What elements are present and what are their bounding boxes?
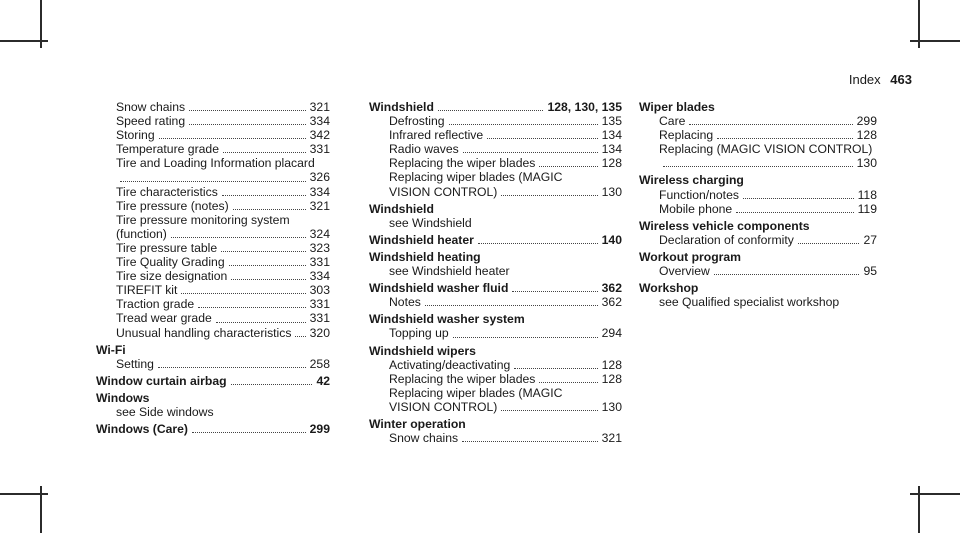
page-reference: 135 (601, 114, 622, 129)
entry-row (389, 372, 622, 386)
entry-text: Traction grade (116, 297, 195, 312)
index-subentry (369, 142, 622, 156)
index-subentry (369, 216, 622, 230)
index-entry (369, 417, 622, 431)
index-subentry (96, 297, 330, 311)
index-entry (369, 250, 622, 264)
entry-row (116, 269, 330, 283)
page-reference: 128, 130, 135 (547, 100, 622, 114)
page-reference: 334 (309, 184, 330, 199)
dot-leader (743, 198, 854, 199)
dot-leader (449, 124, 598, 125)
entry-row (389, 400, 622, 414)
entry-text: Care (659, 114, 686, 129)
entry-text: Tread wear grade (116, 311, 212, 326)
index-entry (96, 391, 330, 405)
entry-text: Windows (96, 390, 150, 405)
index-subentry (369, 326, 622, 340)
entry-text: Windshield heater (369, 232, 474, 247)
dot-leader (120, 181, 306, 182)
entry-text: Tire size designation (116, 269, 228, 284)
entry-row (116, 283, 330, 297)
entry-text: Workshop (639, 281, 699, 296)
entry-text: Topping up (389, 326, 449, 341)
page-reference: 119 (857, 201, 877, 216)
entry-text: Windshield (369, 201, 434, 216)
index-subentry (96, 255, 330, 269)
page-reference: 140 (601, 232, 622, 247)
dot-leader (438, 110, 544, 111)
page-reference: 323 (309, 240, 330, 255)
dot-leader (221, 251, 306, 252)
index-entry (639, 219, 877, 233)
dot-leader (231, 384, 313, 385)
entry-text: Storing (116, 128, 155, 143)
index-entry (639, 281, 877, 295)
dot-leader (216, 322, 306, 323)
index-subentry (96, 213, 330, 241)
dot-leader (229, 265, 306, 266)
entry-row (389, 114, 622, 128)
entry-row (389, 326, 622, 340)
entry-row (116, 170, 330, 184)
index-subentry (369, 372, 622, 386)
entry-row (659, 188, 877, 202)
index-entry (369, 344, 622, 358)
entry-text: Wi-Fi (96, 342, 126, 357)
page-reference: 134 (601, 142, 622, 157)
index-subentry (369, 128, 622, 142)
entry-text: Windshield (369, 100, 434, 114)
entry-row (96, 422, 330, 436)
page-reference: 326 (309, 170, 330, 185)
page-reference: 331 (309, 142, 330, 157)
index-subentry (369, 170, 622, 198)
entry-text: Unusual handling characteristics (116, 325, 292, 340)
entry-text: Wiper blades (639, 100, 715, 114)
index-subentry (369, 295, 622, 309)
index-subentry (96, 128, 330, 142)
dot-leader (222, 195, 306, 196)
page-reference: 342 (309, 128, 330, 143)
index-subentry (96, 156, 330, 184)
crop-mark (0, 493, 48, 495)
entry-text-line: Replacing wiper blades (MAGIC (389, 385, 563, 400)
page-reference: 320 (309, 325, 330, 340)
dot-leader (425, 305, 598, 306)
dot-leader (717, 138, 852, 139)
index-subentry (639, 128, 877, 142)
entry-row (659, 233, 877, 247)
page-reference: 334 (309, 269, 330, 284)
page-reference: 258 (309, 356, 330, 371)
index-subentry (369, 264, 622, 278)
index-entry (96, 374, 330, 388)
page-header (849, 72, 912, 87)
crop-mark (910, 40, 960, 42)
entry-text: Snow chains (116, 100, 186, 114)
page-reference: 321 (309, 100, 330, 114)
page-reference: 331 (309, 297, 330, 312)
dot-leader (487, 138, 598, 139)
index-entry (639, 100, 877, 114)
page-reference: 303 (309, 283, 330, 298)
index-subentry (96, 100, 330, 114)
entry-text: VISION CONTROL) (389, 399, 498, 414)
index-subentry (96, 114, 330, 128)
entry-text: see Side windows (116, 404, 214, 419)
index-subentry (639, 295, 877, 309)
page-reference: 128 (601, 371, 622, 386)
entry-text: Windshield washer system (369, 312, 525, 327)
index-subentry (96, 283, 330, 297)
page-reference: 27 (863, 232, 877, 247)
dot-leader (478, 243, 598, 244)
page-reference: 118 (857, 187, 877, 202)
dot-leader (512, 291, 597, 292)
index-column-3 (639, 100, 877, 309)
entry-text: Replacing the wiper blades (389, 156, 536, 171)
entry-row (389, 142, 622, 156)
dot-leader (736, 212, 853, 213)
page-reference: 134 (601, 128, 622, 143)
entry-text: Speed rating (116, 114, 186, 129)
page-reference: 130 (856, 156, 877, 171)
dot-leader (192, 432, 306, 433)
entry-row (659, 264, 877, 278)
entry-text: Overview (659, 264, 710, 279)
index-subentry (369, 156, 622, 170)
index-entry (639, 250, 877, 264)
entry-text: TIREFIT kit (116, 283, 178, 298)
entry-text: Winter operation (369, 416, 466, 431)
entry-row (116, 128, 330, 142)
entry-row (116, 297, 330, 311)
entry-text: Radio waves (389, 142, 459, 157)
entry-text: Tire pressure (notes) (116, 198, 229, 213)
dot-leader (463, 152, 598, 153)
entry-text-line: Replacing wiper blades (MAGIC (389, 170, 563, 185)
entry-text: VISION CONTROL) (389, 184, 498, 199)
page-number: 463 (890, 72, 912, 87)
entry-text: see Windshield heater (389, 264, 510, 279)
index-entry (369, 202, 622, 216)
dot-leader (453, 337, 598, 338)
entry-text: see Windshield (389, 215, 472, 230)
entry-row (369, 233, 622, 247)
entry-text: Replacing (659, 128, 714, 143)
entry-row (116, 255, 330, 269)
entry-row (116, 311, 330, 325)
dot-leader (171, 237, 306, 238)
index-subentry (639, 142, 877, 170)
index-entry (369, 281, 622, 295)
entry-row (116, 241, 330, 255)
dot-leader (501, 410, 597, 411)
index-subentry (96, 405, 330, 419)
page-reference: 130 (601, 399, 622, 414)
entry-row (659, 156, 877, 170)
dot-leader (181, 293, 305, 294)
dot-leader (462, 441, 598, 442)
entry-text: Snow chains (389, 431, 459, 446)
entry-row (389, 156, 622, 170)
entry-text: Declaration of conformity (659, 232, 794, 247)
entry-row (96, 374, 330, 388)
index-subentry (96, 142, 330, 156)
entry-text: Wireless vehicle components (639, 218, 810, 233)
index-subentry (369, 386, 622, 414)
dot-leader (159, 138, 306, 139)
entry-row (389, 295, 622, 309)
index-entry (369, 233, 622, 247)
entry-text-line: Replacing (MAGIC VISION CONTROL) (659, 142, 873, 157)
entry-row (116, 185, 330, 199)
index-subentry (96, 326, 330, 340)
entry-row (389, 128, 622, 142)
dot-leader (223, 152, 306, 153)
dot-leader (189, 110, 306, 111)
entry-text: Wireless charging (639, 173, 744, 188)
entry-row (116, 357, 330, 371)
page-reference: 128 (601, 156, 622, 171)
entry-text: Function/notes (659, 187, 739, 202)
entry-text: Tire characteristics (116, 184, 218, 199)
index-subentry (96, 357, 330, 371)
entry-text: Setting (116, 356, 154, 371)
crop-mark (910, 493, 960, 495)
dot-leader (501, 195, 597, 196)
index-entry (639, 173, 877, 187)
index-subentry (96, 185, 330, 199)
entry-text: Windshield heating (369, 249, 481, 264)
entry-text: Windshield washer fluid (369, 281, 509, 296)
entry-text: Replacing the wiper blades (389, 371, 536, 386)
index-subentry (96, 199, 330, 213)
dot-leader (158, 367, 306, 368)
dot-leader (714, 274, 860, 275)
page-reference: 362 (601, 281, 622, 296)
entry-row (389, 431, 622, 445)
page-reference: 130 (601, 184, 622, 199)
entry-text: Window curtain airbag (96, 373, 227, 388)
page-reference: 95 (863, 264, 877, 279)
dot-leader (295, 336, 305, 337)
dot-leader (233, 209, 306, 210)
entry-text: Notes (389, 295, 421, 310)
dot-leader (231, 279, 305, 280)
index-subentry (639, 264, 877, 278)
entry-text: Tire Quality Grading (116, 255, 225, 270)
entry-row (116, 326, 330, 340)
entry-row (116, 100, 330, 114)
entry-row (659, 202, 877, 216)
entry-text: Activating/deactivating (389, 357, 511, 372)
index-subentry (639, 202, 877, 216)
dot-leader (539, 166, 597, 167)
entry-text-line: Tire pressure monitoring system (116, 212, 290, 227)
dot-leader (798, 243, 860, 244)
crop-mark (0, 40, 48, 42)
dot-leader (663, 166, 853, 167)
dot-leader (198, 307, 306, 308)
page-reference: 42 (316, 373, 330, 388)
index-subentry (369, 431, 622, 445)
page-reference: 362 (601, 295, 622, 310)
index-subentry (96, 269, 330, 283)
page-reference: 299 (856, 114, 877, 129)
page-reference: 321 (601, 431, 622, 446)
entry-text: Tire pressure table (116, 240, 218, 255)
entry-row (389, 185, 622, 199)
page-reference: 324 (309, 226, 330, 241)
entry-row (116, 227, 330, 241)
index-subentry (369, 114, 622, 128)
entry-text: Infrared reflective (389, 128, 484, 143)
index-subentry (369, 358, 622, 372)
entry-text: Workout program (639, 249, 742, 264)
page-reference: 331 (309, 311, 330, 326)
entry-row (369, 100, 622, 114)
entry-text-line: Tire and Loading Information placard (116, 156, 315, 171)
index-entry (96, 343, 330, 357)
dot-leader (189, 124, 306, 125)
entry-row (116, 142, 330, 156)
index-subentry (639, 114, 877, 128)
index-entry (369, 100, 622, 114)
dot-leader (539, 382, 597, 383)
entry-row (116, 199, 330, 213)
entry-row (116, 114, 330, 128)
index-subentry (96, 311, 330, 325)
index-entry (96, 422, 330, 436)
entry-text: Windshield wipers (369, 343, 476, 358)
entry-text: Defrosting (389, 114, 445, 129)
entry-text: Temperature grade (116, 142, 219, 157)
entry-text: (function) (116, 226, 167, 241)
section-label: Index (848, 72, 881, 87)
page-reference: 294 (601, 326, 622, 341)
index-subentry (96, 241, 330, 255)
index-subentry (639, 233, 877, 247)
dot-leader (514, 368, 597, 369)
page-reference: 321 (309, 198, 330, 213)
entry-row (659, 114, 877, 128)
page-reference: 331 (309, 255, 330, 270)
page-reference: 128 (856, 128, 877, 143)
entry-text: Mobile phone (659, 201, 733, 216)
index-column-2 (369, 100, 622, 445)
entry-row (659, 128, 877, 142)
entry-text: see Qualified specialist workshop (659, 295, 840, 310)
index-subentry (639, 188, 877, 202)
page-reference: 334 (309, 114, 330, 129)
dot-leader (689, 124, 852, 125)
entry-row (369, 281, 622, 295)
entry-text: Windows (Care) (96, 422, 188, 437)
index-column-1 (96, 100, 330, 436)
page-reference: 299 (309, 422, 330, 437)
index-entry (369, 312, 622, 326)
page-reference: 128 (601, 357, 622, 372)
entry-row (389, 358, 622, 372)
